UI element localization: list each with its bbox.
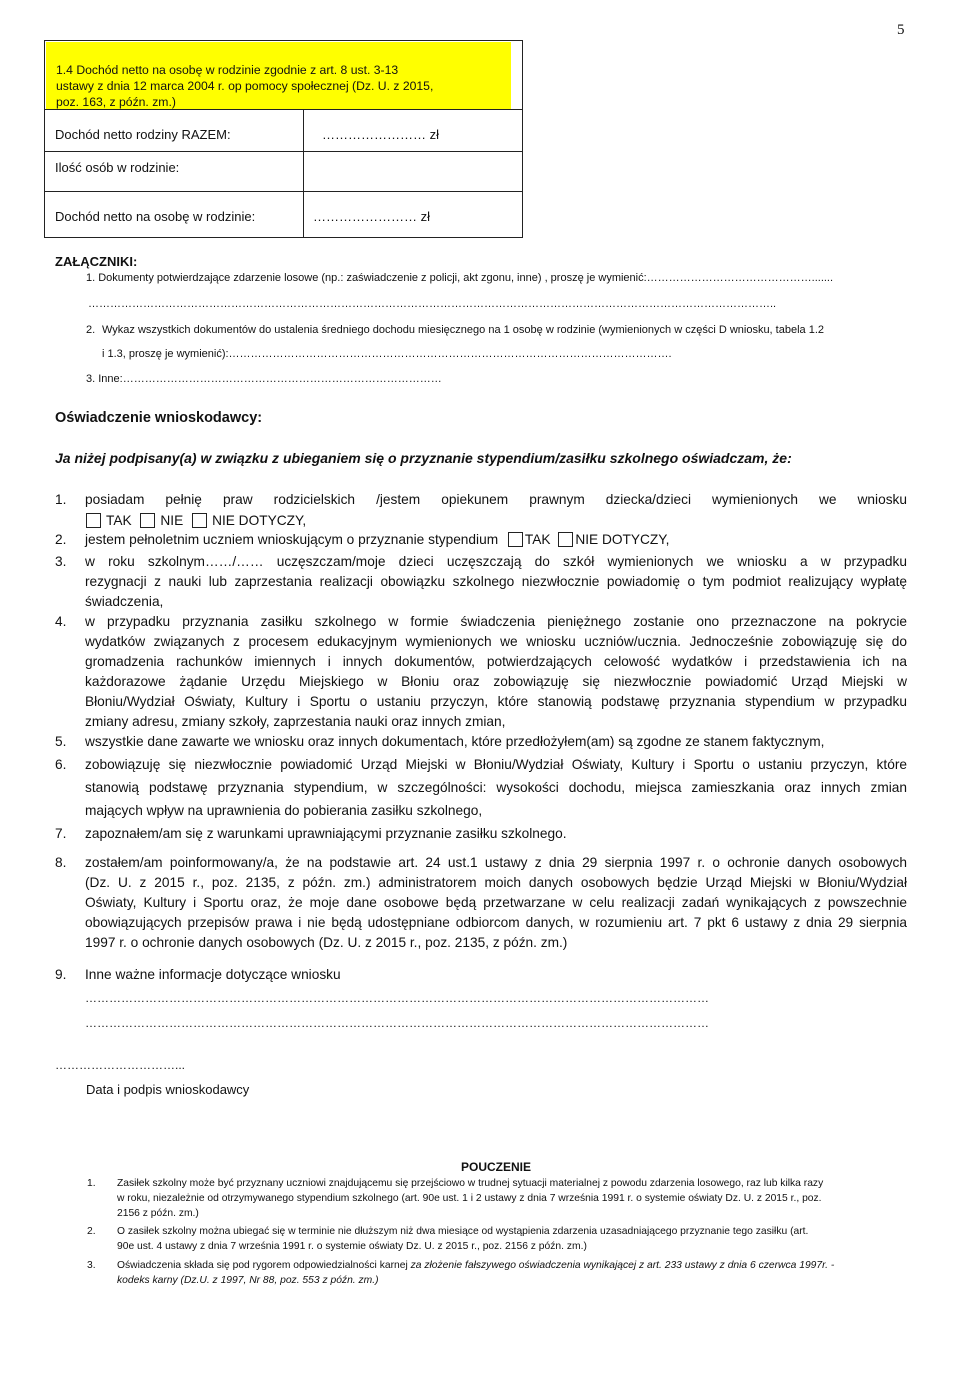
option-tak-label: TAK xyxy=(106,513,132,528)
other-info-line-2[interactable]: ………………………………………………………………………………………………………………………………………… xyxy=(85,1016,709,1030)
declaration-number: 1. xyxy=(55,492,67,507)
attachment-item-3: 3. Inne:…………………………………………………………………………… xyxy=(86,373,442,385)
pouczenie-number: 1. xyxy=(87,1178,96,1189)
signature-label: Data i podpis wnioskodawcy xyxy=(86,1082,250,1097)
pouczenie-3-italic: za złożenie fałszywego oświadczenia wynikającej z art. 233 ustawy z dnia 6 czerwca 1997r. - xyxy=(410,1260,835,1271)
declaration-item-8-line: obowiązujących przepisów prawa i nie będą udostępniane odbiorcom danych, w rozumieniu art. 7 pkt 6 ustawy z dnia 29 sierpnia xyxy=(85,915,907,930)
income-per-person-label: Dochód netto na osobę w rodzinie: xyxy=(55,209,256,224)
declaration-item-2-text: jestem pełnoletnim uczniem wnioskującym o przyznanie stypendium xyxy=(85,532,499,547)
income-total-label: Dochód netto rodziny RAZEM: xyxy=(55,127,231,142)
income-title-line: 1.4 Dochód netto na osobę w rodzinie zgodnie z art. 8 ust. 3-13 xyxy=(56,63,399,77)
pouczenie-1-line: Zasiłek szkolny może być przyznany uczniowi znajdującemu się przejściowo w trudnej sytuacji materialnej z powodu zdarzenia losowego, raz lub kilka razy xyxy=(117,1178,824,1189)
declaration-title: Oświadczenie wnioskodawcy: xyxy=(55,410,263,426)
other-info-line-1[interactable]: ………………………………………………………………………………………………………………………………………… xyxy=(85,991,709,1005)
checkbox-student-nie-dotyczy[interactable] xyxy=(558,532,573,547)
pouczenie-number: 3. xyxy=(87,1260,96,1271)
checkbox-tak[interactable] xyxy=(86,513,101,528)
declaration-number: 5. xyxy=(55,734,67,749)
declaration-number: 3. xyxy=(55,554,67,569)
declaration-intro: Ja niżej podpisany(a) w związku z ubieganiem się o przyznanie stypendium/zasiłku szkolnego oświadczam, że: xyxy=(55,450,792,466)
pouczenie-number: 2. xyxy=(87,1226,96,1237)
declaration-item-5: wszystkie dane zawarte we wniosku oraz innych dokumentach, które przedłożyłem(am) są zgodne ze stanem faktycznym, xyxy=(85,734,825,749)
checkbox-nie-dotyczy[interactable] xyxy=(192,513,207,528)
attachments-title: ZAŁĄCZNIKI: xyxy=(55,254,138,269)
declaration-item-3-line: rezygnacji z nauki lub zaprzestania realizacji obowiązku szkolnego niezwłocznie powiadomię o tym podmiot realizujący wypłatę xyxy=(85,574,907,589)
attachment-item-2-number: 2. xyxy=(86,324,96,336)
pouczenie-3-line: kodeks karny (Dz.U. z 1997, Nr 88, poz. 553 z późn. zm.) xyxy=(117,1275,379,1286)
pouczenie-1-line: w roku, niezależnie od otrzymywanego stypendium szkolnego (art. 90e ust. 1 i 2 ustawy z dnia 7 września 1991 r. o systemie oświaty Dz. U. z 2015 r., poz. xyxy=(117,1193,822,1204)
declaration-item-1-options xyxy=(86,511,306,531)
checkbox-student-tak[interactable] xyxy=(508,532,523,547)
table-column-divider xyxy=(303,109,304,238)
option-nie-dotyczy-label: NIE DOTYCZY, xyxy=(212,513,307,528)
page-number: 5 xyxy=(897,22,905,38)
declaration-item-3-line: świadczenia, xyxy=(85,594,164,609)
pouczenie-title: POUCZENIE xyxy=(461,1160,532,1174)
declaration-number: 9. xyxy=(55,967,67,982)
declaration-number: 7. xyxy=(55,826,67,841)
table-divider xyxy=(45,109,522,110)
attachment-item-1: 1. Dokumenty potwierdzające zdarzenie losowe (np.: zaświadczenie z policji, akt zgonu, inne) , proszę je wymienić:………………………………………....... xyxy=(86,272,834,284)
declaration-item-6-line: stanowią podstawę przyznania stypendium, w szczególności: wysokości dochodu, miejsca zamieszkania oraz innych zmian xyxy=(85,780,907,795)
declaration-item-4-line: każdorazowe żądanie Urzędu Miejskiego w Błoniu oraz zobowiązuję się niezwłocznie powiadomić Urząd Miejski w xyxy=(85,674,907,689)
declaration-item-8-line: zostałem/am poinformowany/a, że na podstawie art. 24 ust.1 ustawy z dnia 29 sierpnia 1997 r. o ochronie danych osobowych xyxy=(85,855,907,870)
declaration-item-2 xyxy=(85,530,669,550)
pouczenie-2-line: O zasiłek szkolny można ubiegać się w terminie nie dłuższym niż dwa miesiące od wystąpienia zdarzenia uzasadniającego przyznanie tego zasiłku (art. xyxy=(117,1226,809,1237)
pouczenie-3-line xyxy=(117,1258,834,1273)
declaration-item-1: posiadam pełnię praw rodzicielskich /jestem opiekunem prawnym dziecka/dzieci wymienionych we wniosku xyxy=(85,492,907,507)
declaration-item-9: Inne ważne informacje dotyczące wniosku xyxy=(85,967,341,982)
pouczenie-3-text: Oświadczenia składa się pod rygorem odpowiedzialności karnej xyxy=(117,1260,411,1271)
income-table-title xyxy=(46,42,511,110)
declaration-number: 8. xyxy=(55,855,67,870)
declaration-item-8-line: Oświaty, Kultury i Sportu oraz, że moje dane osobowe będą przetwarzane w celu realizacji zadań wynikających z powszechnie xyxy=(85,895,907,910)
income-total-value[interactable]: …………………… zł xyxy=(322,127,439,142)
family-size-label: Ilość osób w rodzinie: xyxy=(55,160,180,175)
option-student-nie-dotyczy-label: NIE DOTYCZY, xyxy=(575,532,670,547)
table-divider xyxy=(45,151,522,152)
declaration-item-4-line: gromadzenia rachunków imiennych i innych dokumentów, potwierdzających celowość wydatków i przedstawienia ich na xyxy=(85,654,907,669)
attachment-item-2: Wykaz wszystkich dokumentów do ustalenia średniego dochodu miesięcznego na 1 osobę w rodzinie (wymienionych w części D wniosku, tabela 1.2 xyxy=(102,324,824,336)
declaration-number: 6. xyxy=(55,757,67,772)
declaration-number: 4. xyxy=(55,614,67,629)
pouczenie-1-line: 2156 z późn. zm.) xyxy=(117,1208,199,1219)
signature-line[interactable]: …………………………... xyxy=(55,1058,186,1072)
declaration-item-4-line: w przypadku przyznania zasiłku szkolnego w formie świadczenia pieniężnego zostanie ono przeznaczone na pokrycie xyxy=(85,614,907,629)
option-student-tak-label: TAK xyxy=(524,532,551,547)
declaration-item-6-line: zobowiązuję się niezwłocznie powiadomić Urząd Miejski w Błoniu/Wydział Oświaty, Kultury i Sportu o ustaniu przyczyn, które xyxy=(85,757,907,772)
declaration-item-4-line: wydatków związanych z procesem edukacyjnym wymienionych we wniosku uczniów/ucznia. Jednocześnie zobowiązuję się do xyxy=(85,634,907,649)
option-nie-label: NIE xyxy=(160,513,184,528)
family-size-value[interactable] xyxy=(307,157,517,185)
declaration-item-8-line: (Dz. U. z 2015 r., poz. 2135, z późn. zm.) administratorem moich danych osobowych będzie Urząd Miejski w Błoniu/Wydział xyxy=(85,875,907,890)
declaration-item-7: zapoznałem/am się z warunkami uprawniającymi przyznanie zasiłku szkolnego. xyxy=(85,826,567,841)
income-title-line: poz. 163, z późn. zm.) xyxy=(56,95,176,109)
declaration-item-6-line: mających wpływ na uprawnienia do pobierania zasiłku szkolnego, xyxy=(85,803,483,818)
income-per-person-value[interactable]: …………………… zł xyxy=(313,209,430,224)
checkbox-nie[interactable] xyxy=(140,513,155,528)
pouczenie-2-line: 90e ust. 4 ustawy z dnia 7 września 1991 r. o systemie oświaty Dz. U. z 2015 r., poz. 2156 z późn. zm.) xyxy=(117,1241,587,1252)
attachment-item-1-dots: …………………………………………………………………………………………………………………………………………………………………….. xyxy=(88,298,777,310)
declaration-number: 2. xyxy=(55,532,67,547)
income-table xyxy=(44,40,523,238)
declaration-item-3-line: w roku szkolnym……/…… uczęszczam/moje dzieci uczęszczają do szkół wymienionych we wniosku a w przypadku xyxy=(85,554,907,569)
declaration-item-4-line: Błoniu/Wydział Oświaty, Kultury i Sportu o ustaniu przyczyn, które stanowią podstawę przyznania stypendium w przypadku xyxy=(85,694,907,709)
declaration-item-8-line: 1997 r. o ochronie danych osobowych (Dz. U. z 2015 r., poz. 2135, z późn. zm.) xyxy=(85,935,568,950)
income-title-line: ustawy z dnia 12 marca 2004 r. op pomocy społecznej (Dz. U. z 2015, xyxy=(56,79,434,93)
declaration-item-4-line: zmiany adresu, zmiany szkoły, zaprzestania nauki oraz innych zmian, xyxy=(85,714,506,729)
attachment-item-2-cont: i 1.3, proszę je wymienić):…………………………………………………………………………………………………………. xyxy=(102,348,672,360)
table-divider xyxy=(45,191,522,192)
